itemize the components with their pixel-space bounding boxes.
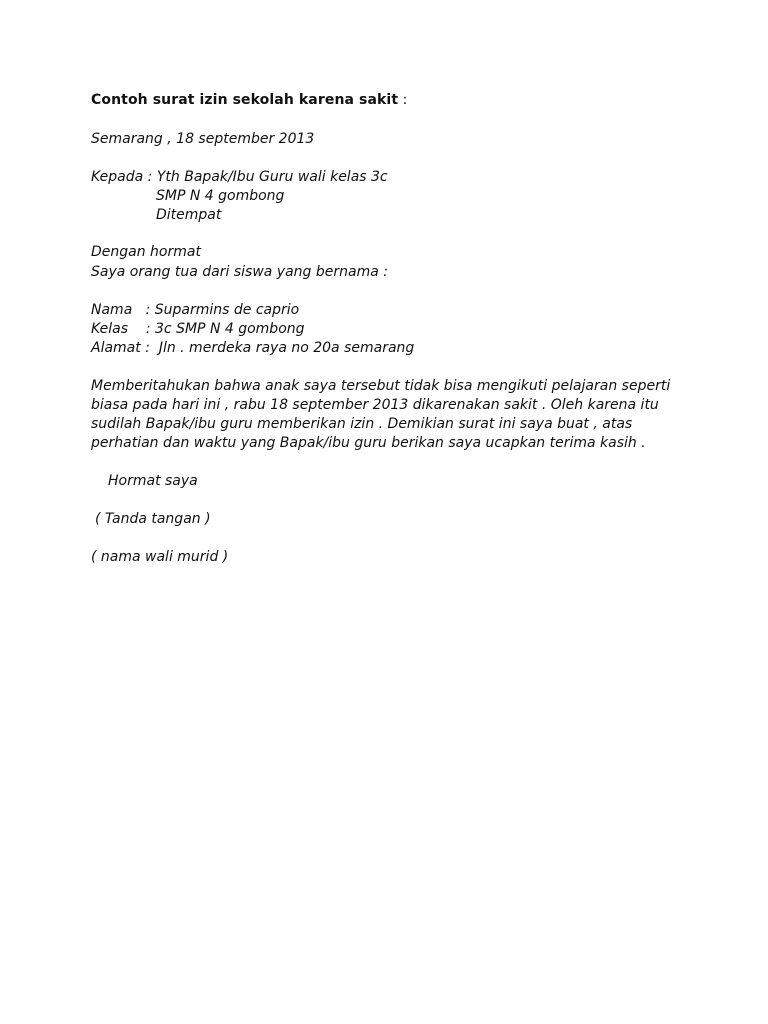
body-line-1: Memberitahukan bahwa anak saya tersebut tidak bisa mengikuti pelajaran seperti [91, 378, 671, 394]
greeting: Dengan hormat [91, 244, 201, 260]
signer-name: ( nama wali murid ) [91, 549, 229, 565]
recipient-line-1: Kepada : Yth Bapak/Ibu Guru wali kelas 3c [91, 169, 388, 185]
body-line-3: sudilah Bapak/ibu guru memberikan izin . Demikian surat ini saya buat , atas [91, 416, 633, 432]
signature-placeholder: ( Tanda tangan ) [95, 511, 211, 527]
intro-sentence: Saya orang tua dari siswa yang bernama : [91, 264, 388, 280]
recipient-line-2: SMP N 4 gombong [156, 188, 285, 204]
body-line-4: perhatian dan waktu yang Bapak/ibu guru berikan saya ucapkan terima kasih . [91, 435, 646, 451]
closing: Hormat saya [108, 473, 198, 489]
place-date: Semarang , 18 september 2013 [91, 131, 315, 147]
recipient-line-3: Ditempat [156, 207, 222, 223]
student-address: Alamat : Jln . merdeka raya no 20a semarang [91, 340, 415, 356]
document-title-text: Contoh surat izin sekolah karena sakit [91, 92, 399, 108]
document-title [91, 91, 408, 110]
student-name: Nama : Suparmins de caprio [91, 302, 300, 318]
document-title-colon: : [398, 92, 408, 108]
student-class: Kelas : 3c SMP N 4 gombong [91, 321, 305, 337]
body-line-2: biasa pada hari ini , rabu 18 september 2013 dikarenakan sakit . Oleh karena itu [91, 397, 659, 413]
